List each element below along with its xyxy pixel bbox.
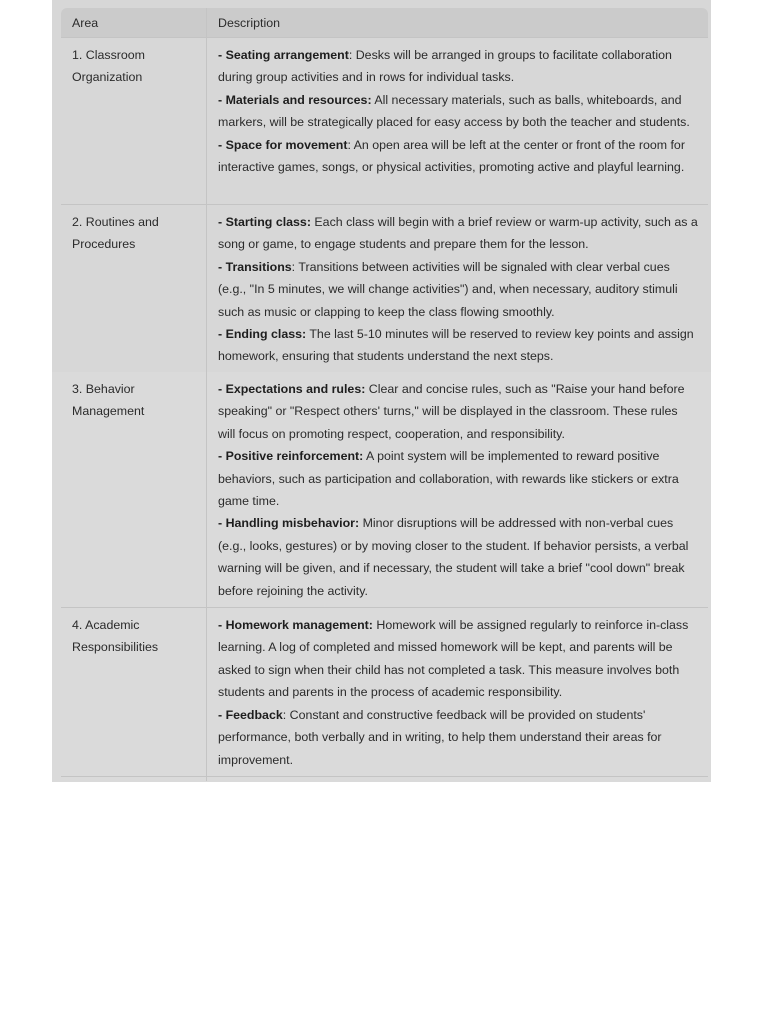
table-row [61,608,708,777]
item-label: - Positive reinforcement: [218,449,364,464]
area-cell [61,205,207,372]
item-text: Transitions between activities will be signaled with clear verbal cues (e.g., "In 5 minutes, we will change activities") and, when necessary, auditory stimuli such as music or clapping to keep the class flowing smoothly. [218,259,678,319]
item-text: Desks will be arranged in groups to facilitate collaboration during group activities and in rows for individual tasks. [218,48,672,85]
item-label: - Homework management: [218,618,373,633]
description-cell [207,205,708,372]
description-item [218,323,698,368]
header-description: Description [207,8,708,38]
description-item [218,704,698,771]
description-cell [207,608,708,777]
item-label: - Feedback [218,707,283,722]
description-item [218,134,698,179]
area-line: 2. Routines and [72,215,159,229]
description-cell [207,38,708,205]
table-row-cut-off [61,777,708,781]
item-sep: : [282,707,287,722]
description-item [218,378,698,445]
item-label: - Ending class: [218,327,307,342]
table-row [61,205,708,372]
area-line: Organization [72,70,143,85]
description-cell-empty [207,777,708,781]
area-line: Procedures [72,237,136,252]
item-label: - Expectations and rules: [218,382,366,396]
description-item [218,445,698,512]
table-row [61,372,708,608]
item-text: Clear and concise rules, such as "Raise your hand before speaking" or "Respect others' turns," will be displayed in the classroom. These rules will focus on promoting respect, cooperation, and responsibility. [218,382,685,441]
area-line: Management [72,404,145,419]
classroom-management-table [61,8,708,372]
item-text: Minor disruptions will be addressed with non-verbal cues (e.g., looks, gestures) or by moving closer to the student. If behavior persists, a verbal warning will be given, and if necessary, the student will take a brief "cool down" break before rejoining the activity. [218,516,689,598]
description-item [218,89,698,134]
screenshot-segment-bottom [52,372,711,782]
area-cell [61,38,207,205]
item-text: A point system will be implemented to reward positive behaviors, such as participation and collaboration, with rewards like stickers or extra game time. [218,449,679,509]
classroom-management-table-continued [61,372,708,781]
item-sep: : [347,137,351,152]
item-label: - Starting class: [218,215,311,229]
item-label: - Seating arrangement [218,48,349,62]
area-line: 3. Behavior [72,382,135,396]
description-item [218,512,698,602]
item-sep: : [348,48,353,62]
item-label: - Transitions [218,259,292,274]
item-text: Each class will begin with a brief review or warm-up activity, such as a song or game, to engage students and prepare them for the lesson. [218,215,698,252]
area-line: 4. Academic [72,618,140,633]
item-sep: : [291,259,296,274]
table-row [61,38,708,205]
item-text: Homework will be assigned regularly to reinforce in-class learning. A log of completed and missed homework will be kept, and parents will be asked to sign when their child has not completed a task. This measure involves both students and parents in the process of academic responsibility. [218,618,689,700]
area-cell-empty [61,777,207,781]
item-text: Constant and constructive feedback will be provided on students' performance, both verbally and in writing, to help them understand their areas for improvement. [218,707,662,767]
item-label: - Handling misbehavior: [218,516,360,531]
item-text: All necessary materials, such as balls, whiteboards, and markers, will be strategically placed for easy access by both the teacher and students. [218,92,690,130]
description-item [218,614,698,704]
table-header-row [61,8,708,38]
area-line: 1. Classroom [72,48,145,62]
description-item [218,256,698,323]
area-cell [61,608,207,777]
item-text: The last 5-10 minutes will be reserved to review key points and assign homework, ensuring that students understand the next steps. [218,327,694,364]
description-item [218,44,698,89]
screenshot-segment-top [52,0,711,372]
item-label: - Materials and resources: [218,92,372,107]
area-cell [61,372,207,608]
header-area: Area [61,8,207,38]
item-label: - Space for movement [218,137,348,152]
description-item [218,211,698,256]
description-cell [207,372,708,608]
item-text: An open area will be left at the center or front of the room for interactive games, songs, or physical activities, promoting active and playful learning. [218,137,685,175]
area-line: Responsibilities [72,640,159,655]
